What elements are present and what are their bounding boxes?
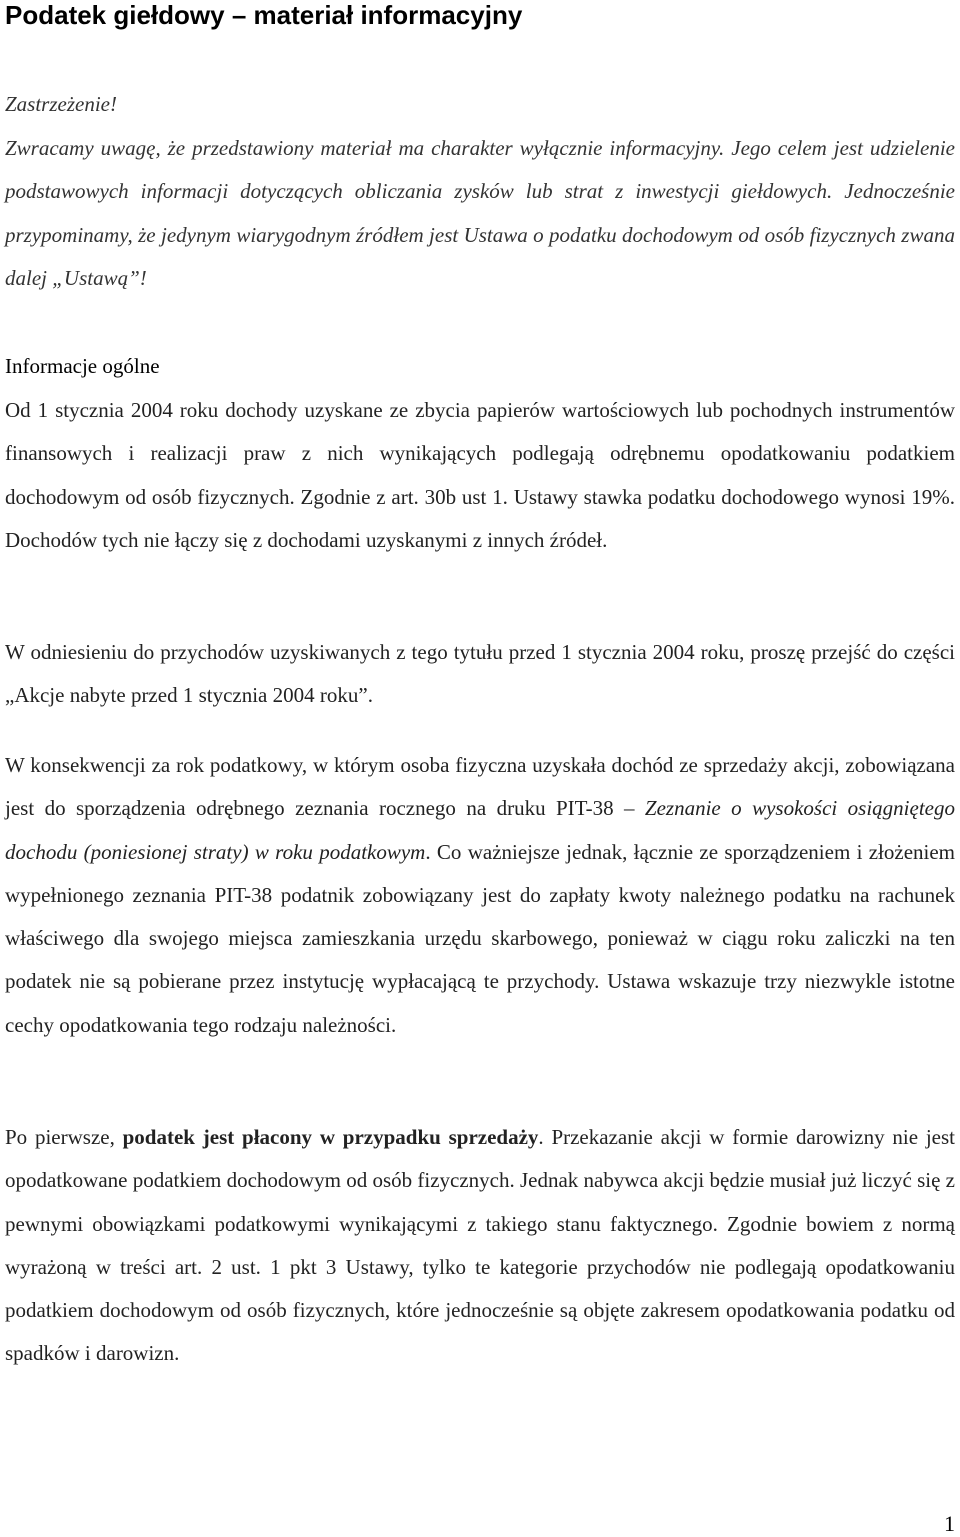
disclaimer-text: Zwracamy uwagę, że przedstawiony materiał ma charakter wyłącznie informacyjny. Jego celem jest udzielenie podstawowych informacji dotyczących obliczania zysków lub strat z inwestycji giełdowych. Jednocześnie przypominamy, że jedynym wiarygodnym źródłem jest Ustawa o podatku dochodowym od osób fizycznych zwana dalej „Ustawą”! bbox=[5, 135, 955, 290]
pit38-text-part2: . Co ważniejsze jednak, łącznie ze sporządzeniem i złożeniem wypełnionego zeznania PIT-38 podatnik zobowiązany jest do zapłaty kwoty należnego podatku na rachunek właściwego dla swojego miejsca zamieszkania urzędu skarbowego, ponieważ w ciągu roku zaliczki na ten podatek nie są pobierane przez instytucję wypłacającą te przychody. Ustawa wskazuje trzy niezwykle istotne cechy opodatkowania tego rodzaju należności. bbox=[5, 839, 956, 1037]
paragraph-before-2004: W odniesieniu do przychodów uzyskiwanych z tego tytułu przed 1 stycznia 2004 roku, proszę przejść do części „Akcje nabyte przed 1 stycznia 2004 roku”. bbox=[5, 640, 955, 708]
pit38-text-part1: W konsekwencji za rok podatkowy, w którym osoba fizyczna uzyskała dochód ze sprzedaży akcji, zobowiązana jest do sporządzenia odrębnego zeznania rocznego na druku PIT-38 – bbox=[5, 753, 955, 821]
page-number: 1 bbox=[944, 1511, 955, 1536]
paragraph-general-info: Od 1 stycznia 2004 roku dochody uzyskane ze zbycia papierów wartościowych lub pochodnych instrumentów finansowych i realizacji praw z nich wynikających podlegają odrębnemu opodatkowaniu podatkiem dochodowym od osób fizycznych. Zgodnie z art. 30b ust 1. Ustawy stawka podatku dochodowego wynosi 19%. Dochodów tych nie łączy się z dochodami uzyskanymi z innych źródeł. bbox=[5, 398, 955, 552]
section-heading: Informacje ogólne bbox=[5, 354, 160, 378]
paragraph-pit-38 bbox=[5, 744, 955, 1047]
disclaimer-heading: Zastrzeżenie! bbox=[5, 92, 117, 116]
first-feature-part1: Po pierwsze, bbox=[5, 1125, 123, 1149]
document-title: Podatek giełdowy – materiał informacyjny bbox=[5, 0, 523, 30]
disclaimer-block bbox=[5, 83, 955, 301]
pit38-form-name: Zeznanie o wysokości osiągniętego dochodu (poniesionej straty) w roku podatkowym bbox=[5, 796, 955, 864]
paragraph-first-feature bbox=[5, 1116, 955, 1376]
first-feature-bold: podatek jest płacony w przypadku sprzedaży bbox=[122, 1125, 539, 1149]
first-feature-part2: . Przekazanie akcji w formie darowizny nie jest opodatkowane podatkiem dochodowym od osób fizycznych. Jednak nabywca akcji będzie musiał już liczyć się z pewnymi obowiązkami podatkowymi wynikającymi z takiego stanu faktycznego. Zgodnie bowiem z normą wyrażoną w treści art. 2 ust. 1 pkt 3 Ustawy, tylko te kategorie przychodów nie podlegają opodatkowaniu podatkiem dochodowym od osób fizycznych, które jednocześnie są objęte zakresem opodatkowania podatku od spadków i darowizn. bbox=[5, 1125, 955, 1366]
